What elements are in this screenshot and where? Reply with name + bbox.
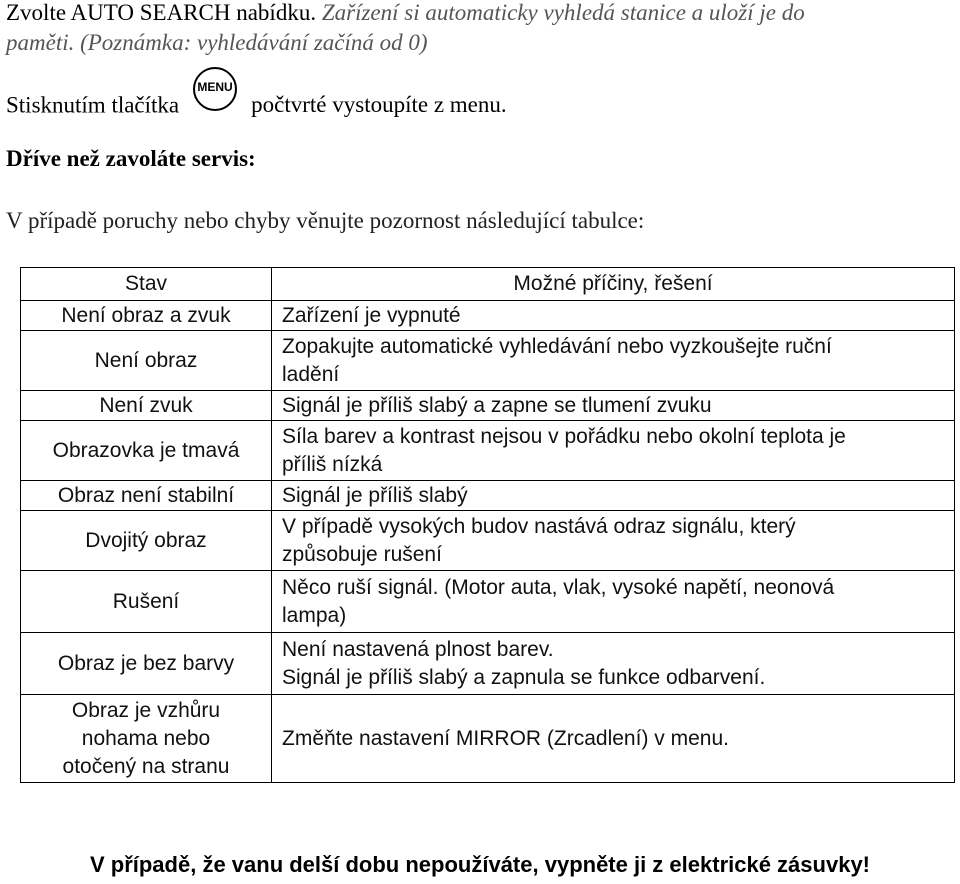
cell-state bbox=[21, 571, 272, 633]
cell-state bbox=[21, 695, 272, 783]
intro-line-2: paměti. (Poznámka: vyhledávání začíná od 0) bbox=[6, 30, 428, 55]
table-row bbox=[21, 511, 955, 571]
header-state: Stav bbox=[21, 268, 272, 301]
cell-solution-line: Signál je příliš slabý a zapnula se funkce odbarvení. bbox=[282, 665, 766, 689]
cell-solution-line: Změňte nastavení MIRROR (Zrcadlení) v menu. bbox=[282, 726, 729, 750]
menu-instruction-before: Stisknutím tlačítka bbox=[6, 92, 180, 118]
cell-solution bbox=[272, 571, 955, 633]
cell-solution-line: lampa) bbox=[282, 603, 347, 627]
table-row bbox=[21, 421, 955, 481]
intro-line-1-normal: Zvolte AUTO SEARCH nabídku. bbox=[6, 0, 322, 25]
table-row bbox=[21, 301, 955, 331]
cell-solution-line: Síla barev a kontrast nejsou v pořádku nebo okolní teplota je bbox=[282, 424, 846, 448]
cell-state bbox=[21, 511, 272, 571]
cell-solution-line: Něco ruší signál. (Motor auta, vlak, vysoké napětí, neonová bbox=[282, 575, 835, 599]
cell-state-line: Obraz není stabilní bbox=[57, 483, 235, 507]
table-row bbox=[21, 571, 955, 633]
cell-state-line: otočený na stranu bbox=[62, 754, 230, 778]
cell-state-line: Rušení bbox=[112, 589, 180, 613]
cell-solution bbox=[272, 331, 955, 391]
cell-state-line: nohama nebo bbox=[81, 726, 211, 750]
table-row bbox=[21, 695, 955, 783]
cell-state bbox=[21, 633, 272, 695]
service-heading: Dříve než zavoláte servis: bbox=[6, 146, 256, 171]
table-header-row bbox=[21, 268, 955, 301]
cell-solution-line: příliš nízká bbox=[282, 452, 383, 476]
menu-icon-label: MENU bbox=[197, 80, 233, 94]
cell-state-line: Obrazovka je tmavá bbox=[52, 438, 240, 462]
cell-solution-line: Signál je příliš slabý bbox=[282, 483, 468, 507]
cell-state-line: Není obraz a zvuk bbox=[61, 303, 231, 327]
table-body bbox=[21, 301, 955, 783]
cell-solution bbox=[272, 421, 955, 481]
menu-instruction bbox=[6, 80, 507, 129]
cell-solution-line: Zopakujte automatické vyhledávání nebo vyzkoušejte ruční bbox=[282, 334, 832, 358]
cell-solution bbox=[272, 511, 955, 571]
cell-state-line: Není obraz bbox=[94, 348, 198, 372]
table-row bbox=[21, 331, 955, 391]
cell-solution-line: způsobuje rušení bbox=[282, 542, 442, 566]
cell-state bbox=[21, 421, 272, 481]
menu-instruction-after: počtvrté vystoupíte z menu. bbox=[251, 92, 507, 118]
table-row bbox=[21, 633, 955, 695]
table-row bbox=[21, 391, 955, 421]
footer-warning: V případě, že vanu delší dobu nepoužíváte, vypněte ji z elektrické zásuvky! bbox=[89, 852, 871, 877]
cell-solution-line: Není nastavená plnost barev. bbox=[282, 637, 554, 661]
cell-state bbox=[21, 391, 272, 421]
cell-state bbox=[21, 331, 272, 391]
cell-state-line: Obraz je vzhůru bbox=[71, 698, 221, 722]
cell-solution bbox=[272, 695, 955, 783]
menu-button-icon bbox=[191, 67, 239, 111]
header-solution: Možné příčiny, řešení bbox=[272, 268, 955, 301]
cell-solution bbox=[272, 481, 955, 511]
table-introduction: V případě poruchy nebo chyby věnujte pozornost následující tabulce: bbox=[6, 208, 645, 233]
cell-solution-line: Signál je příliš slabý a zapne se tlumení zvuku bbox=[282, 393, 712, 417]
intro-line-1-italic: Zařízení si automaticky vyhledá stanice a uloží je do bbox=[321, 0, 805, 25]
troubleshooting-table bbox=[20, 267, 955, 783]
cell-solution bbox=[272, 391, 955, 421]
intro-line-1 bbox=[6, 0, 805, 26]
cell-solution-line: Zařízení je vypnuté bbox=[282, 303, 461, 327]
cell-state-line: Není zvuk bbox=[99, 393, 193, 417]
cell-solution-line: ladění bbox=[282, 362, 340, 386]
cell-state-line: Dvojitý obraz bbox=[85, 528, 207, 552]
cell-solution bbox=[272, 301, 955, 331]
cell-solution bbox=[272, 633, 955, 695]
cell-state-line: Obraz je bez barvy bbox=[57, 651, 235, 675]
cell-state bbox=[21, 301, 272, 331]
table-row bbox=[21, 481, 955, 511]
cell-solution-line: V případě vysokých budov nastává odraz signálu, který bbox=[282, 514, 796, 538]
cell-state bbox=[21, 481, 272, 511]
